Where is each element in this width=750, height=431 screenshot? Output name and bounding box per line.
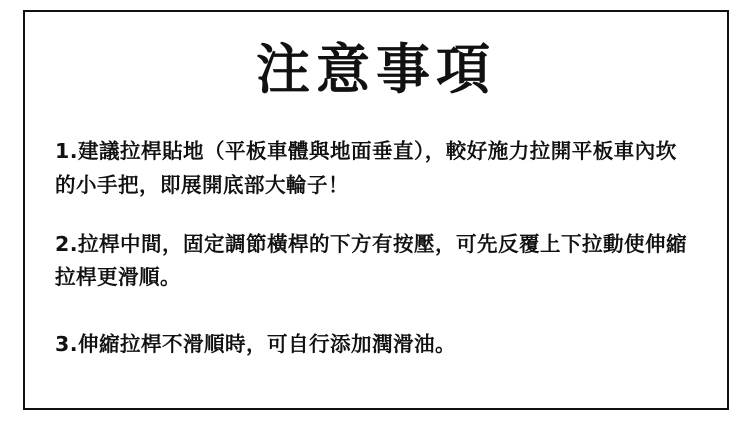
page-title: 注意事項 [256, 38, 496, 101]
notice-card [23, 10, 729, 410]
notice-list [55, 135, 697, 361]
list-item: 3.伸縮拉桿不滑順時，可自行添加潤滑油。 [55, 332, 457, 357]
notice-inner [25, 12, 727, 408]
list-item: 2.拉桿中間，固定調節橫桿的下方有按壓，可先反覆上下拉動使伸縮拉桿更滑順。 [55, 231, 688, 289]
list-item: 1.建議拉桿貼地（平板車體與地面垂直），較好施力拉開平板車內坎的小手把，即展開底部大輪子！ [55, 139, 677, 197]
